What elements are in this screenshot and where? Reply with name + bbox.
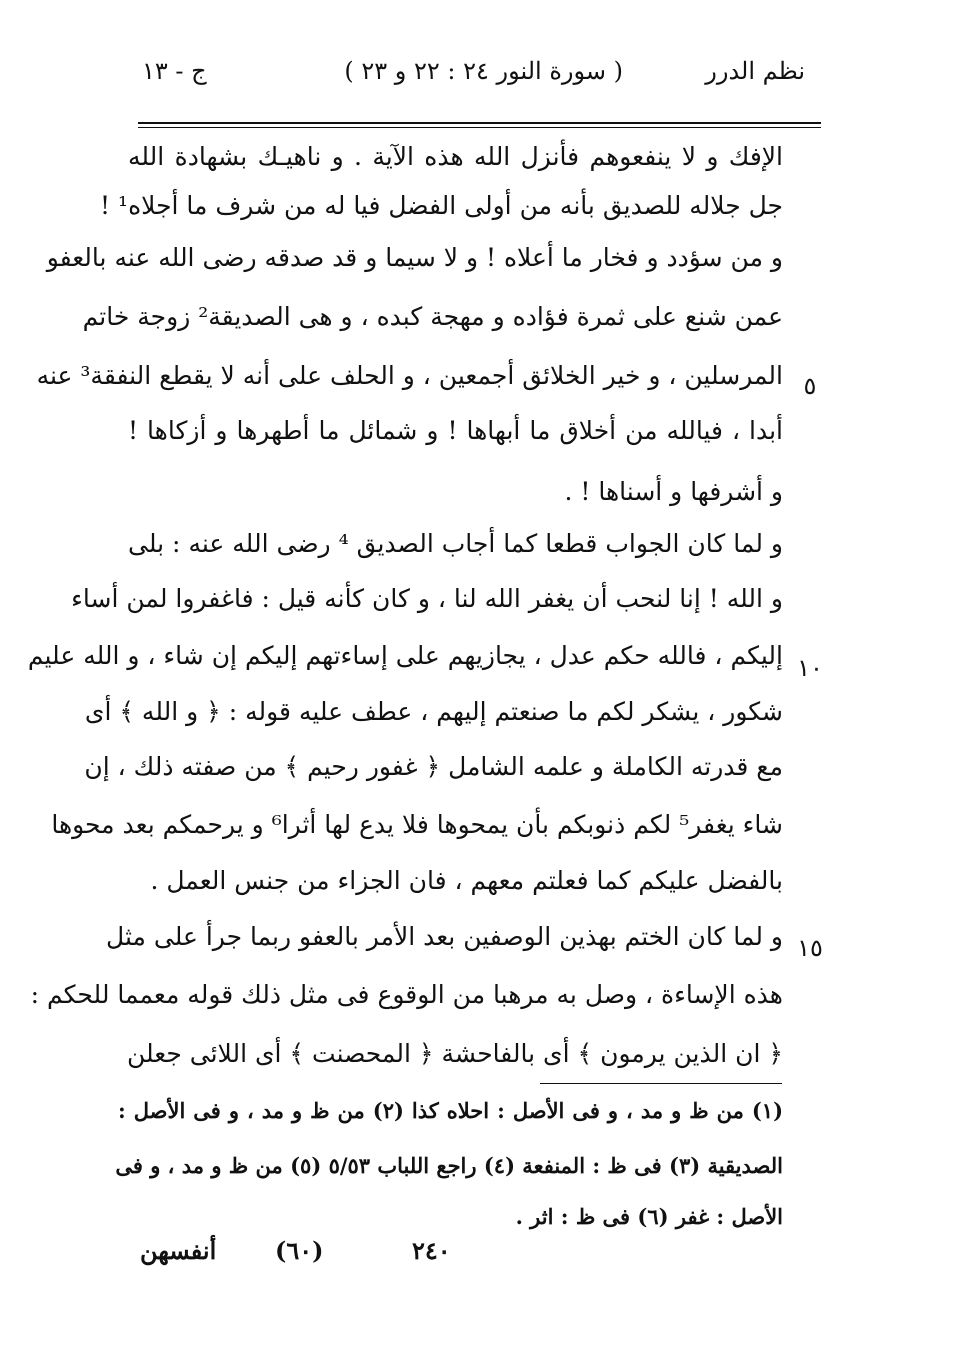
text-line: ﴿ ان الذين يرمون ﴾ أى بالفاحشة ﴿ المحصنت ﴾ أى اللائى جعلن — [126, 1039, 783, 1068]
volume-number: ج - ١٣ — [142, 57, 207, 85]
line-number-15: ١٥ — [797, 934, 823, 962]
catchword: أنفسهن — [140, 1236, 217, 1265]
text-line: و أشرفها و أسناها ! . — [564, 477, 783, 506]
footnote-line: الصديقية (٣) فى ظ : المنفعة (٤) راجع اللباب ٥/٥٣ (٥) من ظ و مد ، و فى — [115, 1153, 783, 1178]
text-line: عمن شنع على ثمرة فؤاده و مهجة كبده ، و هى الصديقة² زوجة خاتم — [82, 302, 783, 331]
footnote-rule — [540, 1083, 782, 1084]
header-rule — [138, 122, 821, 124]
text-line: و من سؤدد و فخار ما أعلاه ! و لا سيما و قد صدقه رضى الله عنه بالعفو — [46, 243, 783, 272]
surah-reference: ( سورة النور ٢٤ : ٢٢ و ٢٣ ) — [344, 57, 623, 85]
text-line: شكور ، يشكر لكم ما صنعتم إليهم ، عطف عليه قوله : ﴿ و الله ﴾ أى — [84, 697, 783, 726]
signature-mark: (٦٠) — [275, 1236, 324, 1265]
text-line: شاء يغفر⁵ لكم ذنوبكم بأن يمحوها فلا يدع لها أثرا⁶ و يرحمكم بعد محوها — [51, 810, 783, 839]
text-line: جل جلاله للصديق بأنه من أولى الفضل فيا له من شرف ما أجلاه¹ ! — [100, 191, 783, 220]
line-number-5: ٥ — [803, 372, 817, 400]
text-line: و لما كان الختم بهذين الوصفين بعد الأمر بالعفو ربما جرأ على مثل — [106, 922, 783, 951]
header-rule-thin — [138, 127, 821, 128]
text-line: مع قدرته الكاملة و علمه الشامل ﴿ غفور رحيم ﴾ من صفته ذلك ، إن — [84, 752, 783, 781]
page-number: ٢٤٠ — [412, 1236, 451, 1265]
running-title: نظم الدرر — [705, 57, 805, 85]
footnote-line: (١) من ظ و مد ، و فى الأصل : احلاه كذا (٢) من ظ و مد ، و فى الأصل : — [118, 1098, 784, 1123]
text-line: إليكم ، فالله حكم عدل ، يجازيهم على إساءتهم إليكم إن شاء ، و الله عليم — [27, 641, 783, 670]
text-line: و لما كان الجواب قطعا كما أجاب الصديق ⁴ رضى الله عنه : بلى — [128, 529, 783, 558]
text-line: هذه الإساءة ، وصل به مرهبا من الوقوع فى مثل ذلك قوله معمما للحكم : — [30, 980, 783, 1009]
text-line: أبدا ، فيالله من أخلاق ما أبهاها ! و شمائل ما أطهرها و أزكاها ! — [128, 416, 783, 445]
footnote-line: الأصل : غفر (٦) فى ظ : اثر . — [515, 1204, 783, 1229]
text-line: بالفضل عليكم كما فعلتم معهم ، فان الجزاء من جنس العمل . — [150, 866, 783, 895]
text-line: المرسلين ، و خير الخلائق أجمعين ، و الحلف على أنه لا يقطع النفقة³ عنه — [36, 361, 783, 390]
text-line: الإفك و لا ينفعوهم فأنزل الله هذه الآية . و ناهيـك بشهادة الله — [128, 142, 783, 171]
line-number-10: ١٠ — [797, 654, 823, 682]
text-line: و الله ! إنا لنحب أن يغفر الله لنا ، و كان كأنه قيل : فاغفروا لمن أساء — [71, 584, 783, 613]
